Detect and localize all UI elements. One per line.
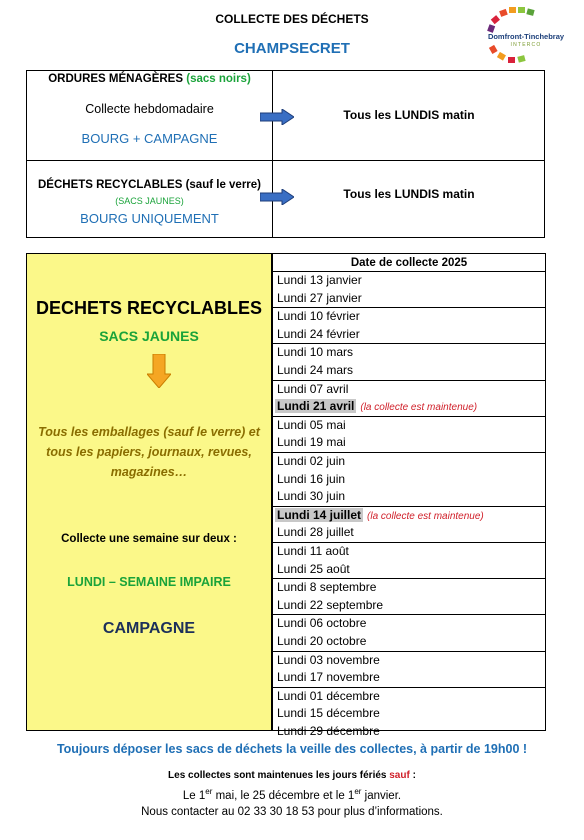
logo-icon: [482, 6, 566, 66]
date-row: Lundi 02 juin: [277, 454, 346, 468]
summary-table: [26, 70, 545, 238]
yellow-bags-heading: SACS JAUNES: [99, 328, 199, 344]
month-group: [273, 579, 545, 615]
holiday-exceptions: Le 1er mai, le 25 décembre et le 1er janvier.: [182, 787, 402, 802]
month-group: [273, 543, 545, 579]
date-row: Lundi 13 janvier: [277, 273, 362, 287]
month-group: [273, 652, 545, 688]
holiday-date: Lundi 14 juillet: [277, 507, 362, 522]
recyclables-info-panel: [26, 253, 272, 731]
month-group: [273, 688, 545, 742]
recyclables-heading: DECHETS RECYCLABLES: [35, 298, 263, 318]
frequency-label: Collecte une semaine sur deux :: [61, 533, 237, 545]
date-row: Lundi 11 août: [277, 544, 349, 558]
date-row: Lundi 8 septembre: [277, 580, 377, 595]
holiday-date: Lundi 21 avril: [277, 399, 355, 414]
deposit-reminder: Toujours déposer les sacs de déchets la veille des collectes, à partir de 19h00 !: [56, 742, 528, 756]
yellow-bags-label: (SACS JAUNES): [115, 196, 184, 206]
date-row: [273, 398, 545, 416]
weekly-collection-label: Collecte hebdomadaire: [85, 102, 214, 116]
holiday-note: Les collectes sont maintenues les jours fériés sauf :: [168, 770, 416, 781]
logo-subtext: INTERCO: [510, 42, 542, 48]
bourg-campagne-label: BOURG + CAMPAGNE: [81, 131, 218, 146]
date-row: Lundi 28 juillet: [277, 525, 354, 540]
date-row: Lundi 10 février: [277, 309, 360, 324]
date-row: Lundi 07 avril: [277, 381, 349, 396]
page-title: COLLECTE DES DÉCHETS: [215, 12, 369, 26]
month-group: [273, 417, 545, 453]
month-group: [273, 453, 545, 507]
household-schedule: Tous les LUNDIS matin: [343, 108, 475, 122]
commune-name: CHAMPSECRET: [234, 40, 350, 57]
black-bags-label: (sacs noirs): [186, 73, 251, 85]
date-row: [273, 507, 545, 525]
month-group: [273, 615, 545, 651]
date-row: Lundi 20 octobre: [277, 633, 367, 648]
date-row: Lundi 29 décembre: [277, 723, 380, 738]
date-row: Lundi 24 mars: [277, 362, 354, 377]
date-row: Lundi 01 décembre: [277, 688, 380, 703]
date-row: Lundi 22 septembre: [277, 597, 384, 612]
date-row: Lundi 16 juin: [277, 471, 346, 486]
collection-dates-table: [272, 253, 546, 738]
date-row: Lundi 30 juin: [277, 489, 346, 504]
date-row: Lundi 27 janvier: [277, 290, 362, 305]
date-row: Lundi 25 août: [277, 561, 350, 576]
month-group: [273, 344, 545, 380]
recyclable-schedule: Tous les LUNDIS matin: [343, 187, 475, 201]
date-row: Lundi 17 novembre: [277, 670, 380, 685]
date-row: Lundi 05 mai: [277, 417, 346, 432]
down-arrow-icon: [147, 354, 171, 388]
date-row: Lundi 06 octobre: [277, 616, 367, 631]
date-row: Lundi 19 mai: [277, 435, 346, 450]
maintained-note: (la collecte est maintenue): [360, 402, 478, 414]
date-row: Lundi 10 mars: [277, 345, 354, 360]
maintained-note: (la collecte est maintenue): [367, 510, 484, 522]
month-group: [273, 507, 545, 543]
household-waste-title: ORDURES MÉNAGÈRES (sacs noirs): [48, 73, 251, 85]
month-group: [273, 272, 545, 308]
recyclable-waste-title: DÉCHETS RECYCLABLES (sauf le verre): [37, 179, 262, 191]
date-row: Lundi 15 décembre: [277, 706, 380, 721]
collection-day-label: LUNDI – SEMAINE IMPAIRE: [67, 575, 231, 589]
table-header: Date de collecte 2025: [273, 254, 545, 272]
month-group: [273, 381, 545, 417]
accepted-items-description: Tous les emballages (sauf le verre) et tous les papiers, journaux, revues, magazines…: [38, 425, 260, 479]
date-row: Lundi 03 novembre: [277, 652, 380, 667]
bourg-only-label: BOURG UNIQUEMENT: [80, 211, 219, 226]
logo-text: Domfront-Tinchebray: [487, 32, 565, 41]
contact-info: Nous contacter au 02 33 30 18 53 pour plus d’informations.: [141, 806, 443, 818]
date-row: Lundi 24 février: [277, 326, 360, 341]
month-group: [273, 308, 545, 344]
zone-label: CAMPAGNE: [102, 620, 196, 637]
